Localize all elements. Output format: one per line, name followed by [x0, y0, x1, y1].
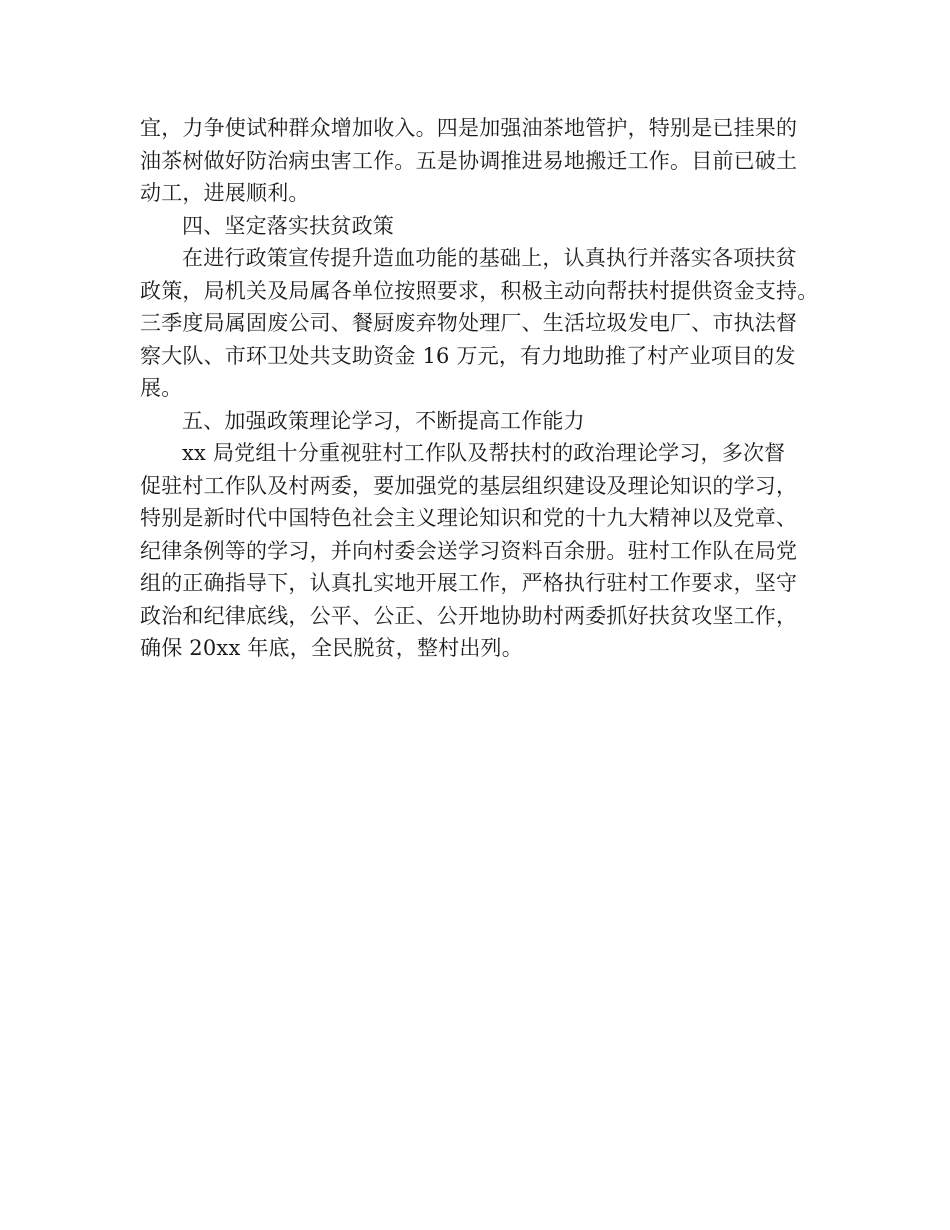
section-heading-5: 五、加强政策理论学习，不断提高工作能力	[182, 408, 585, 433]
paragraph-line: 在进行政策宣传提升造血功能的基础上，认真执行并落实各项扶贫	[182, 246, 797, 270]
paragraph-line: 察大队、市环卫处共支助资金 16 万元，有力地助推了村产业项目的发	[140, 343, 796, 368]
paragraph-line: 组的正确指导下，认真扎实地开展工作，严格执行驻村工作要求，坚守	[140, 571, 798, 595]
paragraph-line: 促驻村工作队及村两委，要加强党的基层组织建设及理论知识的学习，	[140, 473, 798, 498]
paragraph-line: 特别是新时代中国特色社会主义理论知识和党的十九大精神以及党章、	[140, 506, 798, 530]
section-heading-4: 四、坚定落实扶贫政策	[182, 213, 394, 238]
paragraph-line: 宜，力争使试种群众增加收入。四是加强油茶地管护，特别是已挂果的	[140, 116, 798, 140]
document-body	[140, 112, 830, 665]
paragraph-line: 政策，局机关及局属各单位按照要求，积极主动向帮扶村提供资金支持。	[140, 278, 819, 303]
paragraph-line: xx 局党组十分重视驻村工作队及帮扶村的政治理论学习，多次督	[182, 441, 786, 465]
paragraph-line: 油茶树做好防治病虫害工作。五是协调推进易地搬迁工作。目前已破土	[140, 148, 798, 173]
paragraph-line: 三季度局属固废公司、餐厨废弃物处理厂、生活垃圾发电厂、市执法督	[140, 311, 798, 335]
paragraph-line: 政治和纪律底线，公平、公正、公开地协助村两委抓好扶贫攻坚工作，	[140, 603, 798, 628]
paragraph-line: 动工，进展顺利。	[140, 181, 310, 205]
paragraph-line: 确保 20xx 年底，全民脱贫，整村出列。	[140, 636, 523, 660]
paragraph-line: 展。	[140, 376, 183, 400]
paragraph-line: 纪律条例等的学习，并向村委会送学习资料百余册。驻村工作队在局党	[140, 538, 798, 563]
